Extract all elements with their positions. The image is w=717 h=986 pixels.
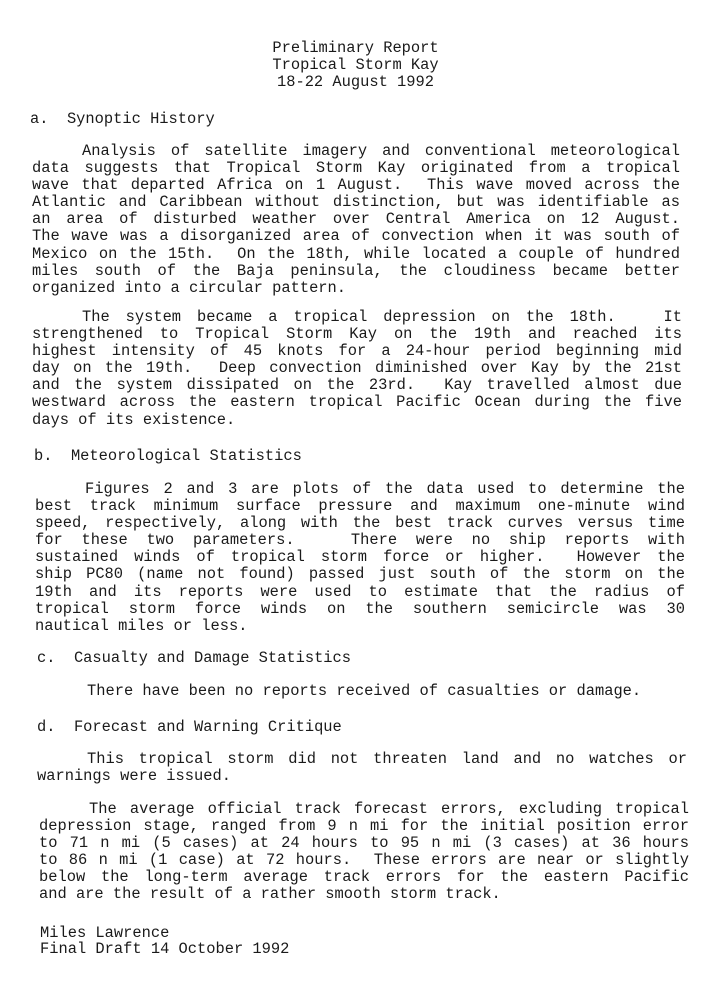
text-line: sustained winds of tropical storm force or higher. However the: [35, 548, 685, 567]
text-line: data suggests that Tropical Storm Kay originated from a tropical: [32, 159, 680, 178]
text-line: warnings were issued.: [37, 767, 231, 786]
section-heading-meteorological-statistics: b. Meteorological Statistics: [34, 447, 302, 465]
paragraph-synoptic-1: [32, 143, 680, 297]
text-line: Figures 2 and 3 are plots of the data used to determine the: [85, 480, 685, 498]
text-line: to 71 n mi (5 cases) at 24 hours to 95 n mi (3 cases) at 36 hours: [39, 834, 689, 853]
text-line: speed, respectively, along with the best track curves versus time: [35, 514, 685, 533]
text-line: westward across the eastern tropical Pacific Ocean during the five: [32, 393, 682, 412]
author-name: Miles Lawrence: [40, 924, 170, 942]
text-line: and are the result of a rather smooth storm track.: [39, 885, 501, 904]
text-line: organized into a circular pattern.: [32, 278, 347, 297]
text-line: Mexico on the 15th. On the 18th, while located a couple of hundred: [32, 244, 680, 263]
text-line: wave that departed Africa on 1 August. This wave moved across the: [32, 176, 680, 195]
text-line: tropical storm force winds on the southern semicircle was 30: [35, 599, 685, 618]
text-line: nautical miles or less.: [35, 616, 248, 635]
text-line: strengthened to Tropical Storm Kay on the 19th and reached its: [32, 325, 682, 344]
text-line: highest intensity of 45 knots for a 24-hour period beginning mid: [32, 342, 682, 361]
paragraph-forecast-1: [37, 751, 687, 785]
text-line: This tropical storm did not threaten land and no watches or: [87, 750, 687, 768]
text-line: for these two parameters. There were no ship reports with: [35, 531, 685, 550]
text-line: Atlantic and Caribbean without distinction, but was identifiable as: [32, 193, 680, 212]
text-line: and the system dissipated on the 23rd. Kay travelled almost due: [32, 376, 682, 395]
text-line: an area of disturbed weather over Central America on 12 August.: [32, 210, 680, 229]
title-line-1: Preliminary Report: [272, 39, 439, 57]
title-line-2: Tropical Storm Kay: [272, 56, 439, 74]
section-heading-forecast-warning: d. Forecast and Warning Critique: [37, 718, 342, 736]
text-line: 19th and its reports were used to estimate that the radius of: [35, 582, 685, 601]
text-line: Analysis of satellite imagery and conventional meteorological: [82, 142, 680, 160]
text-line: The wave was a disorganized area of convection when it was south of: [32, 227, 680, 246]
paragraph-forecast-2: [39, 801, 689, 904]
paragraph-casualty: [37, 683, 687, 700]
text-line: ship PC80 (name not found) passed just south of the storm on the: [35, 565, 685, 584]
text-line: best track minimum surface pressure and maximum one-minute wind: [35, 497, 685, 516]
paragraph-synoptic-2: [32, 309, 682, 429]
paragraph-meteorological: [35, 481, 685, 635]
report-title: [0, 40, 717, 91]
section-heading-casualty-damage: c. Casualty and Damage Statistics: [37, 649, 352, 667]
title-line-3: 18-22 August 1992: [276, 73, 434, 91]
text-line: depression stage, ranged from 9 n mi for the initial position error: [39, 817, 689, 836]
draft-date: Final Draft 14 October 1992: [40, 940, 290, 958]
text-line: to 86 n mi (1 case) at 72 hours. These errors are near or slightly: [39, 851, 689, 870]
text-line: There have been no reports received of casualties or damage.: [87, 682, 642, 700]
text-line: miles south of the Baja peninsula, the cloudiness became better: [32, 261, 680, 280]
text-line: below the long-term average track errors for the eastern Pacific: [39, 868, 689, 887]
text-line: The average official track forecast errors, excluding tropical: [89, 800, 689, 818]
text-line: day on the 19th. Deep convection diminished over Kay by the 21st: [32, 359, 682, 378]
text-line: The system became a tropical depression on the 18th. It: [82, 308, 682, 326]
section-heading-synoptic-history: a. Synoptic History: [30, 110, 215, 128]
text-line: days of its existence.: [32, 410, 236, 429]
